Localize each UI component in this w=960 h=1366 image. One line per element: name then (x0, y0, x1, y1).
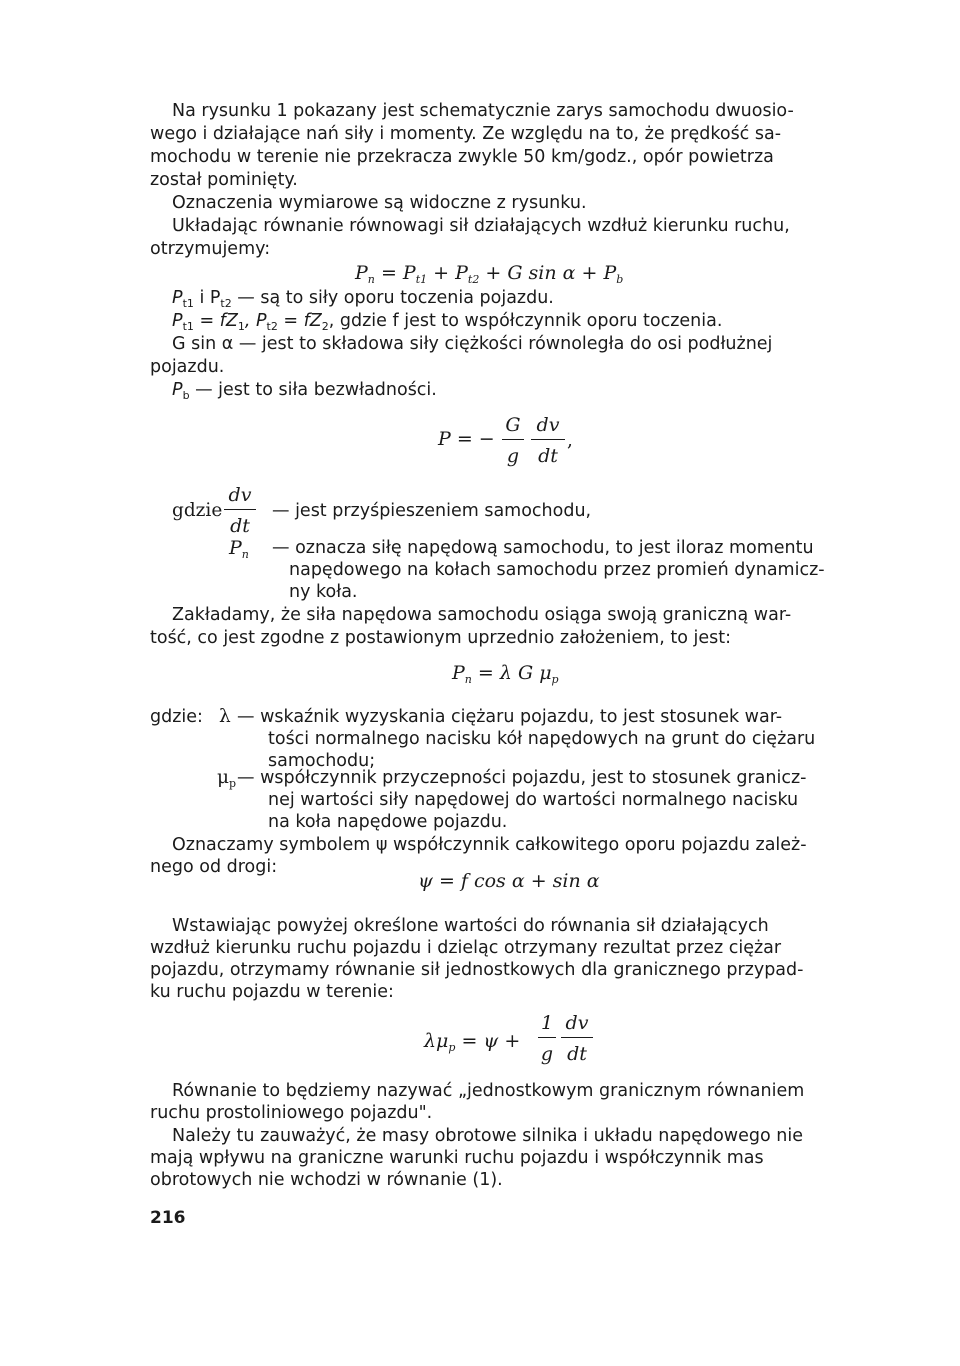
eq5-den1: g (540, 1043, 554, 1065)
para5-line1: Oznaczamy symbolem ψ współczynnik całkowitego oporu pojazdu zależ- (172, 835, 807, 855)
lambda-line2: tości normalnego nacisku kół napędowych na grunt do ciężaru (268, 729, 816, 749)
eq5-lhs: $\lambda\mu_p = \psi$ + (424, 1030, 521, 1054)
mu-symbol: $\mu_p$ (217, 767, 237, 790)
eq2-comma: , (567, 430, 573, 451)
eq5-bar1 (538, 1037, 556, 1038)
para8-line3: obrotowych nie wchodzi w równanie (1). (150, 1170, 503, 1190)
gdzie-num: dv (228, 484, 252, 506)
mu-line2: nej wartości siły napędowej do wartości normalnego nacisku (268, 790, 799, 810)
definition-pt: $P_{t1}$ i $P_{t2}$ — są to siły oporu toczenia pojazdu. (172, 288, 554, 310)
para6-line2: wzdłuż kierunku ruchu pojazdu i dzieląc otrzymany rezultat przez ciężar (150, 938, 782, 958)
para7-line1: Równanie to będziemy nazywać „jednostkowym granicznym równaniem (172, 1081, 805, 1101)
para2: Oznaczenia wymiarowe są widoczne z rysunku. (172, 193, 587, 213)
definition-pb: $P_b$ — jest to siła bezwładności. (172, 380, 437, 402)
para6-line3: pojazdu, otrzymamy równanie sił jednostkowych dla granicznego przypad- (150, 960, 804, 980)
eq5-num1: 1 (540, 1012, 554, 1034)
equation-4: ψ = f cos α + sin α (418, 870, 600, 892)
lambda-symbol: λ (219, 706, 231, 727)
eq2-den2: dt (538, 445, 558, 467)
para1-line4: został pominięty. (150, 170, 298, 190)
eq2-bar2 (531, 439, 565, 440)
pn-line2: napędowego na kołach samochodu przez promień dynamicz- (289, 560, 825, 580)
definition-pt-formula: $P_{t1} = fZ_1$, $P_{t2} = fZ_2$, gdzie f jest to współczynnik oporu toczenia. (172, 311, 723, 333)
mu-line3: na koła napędowe pojazdu. (268, 812, 508, 832)
gdzie-word-1: gdzie (172, 500, 223, 521)
para8-line2: mają wpływu na graniczne warunki ruchu pojazdu i współczynnik mas (150, 1148, 764, 1168)
para1-line1: Na rysunku 1 pokazany jest schematycznie zarys samochodu dwuosio- (172, 101, 794, 121)
para7-line2: ruchu prostoliniowego pojazdu". (150, 1103, 433, 1123)
equation-3: $P_n = \lambda$ G $\mu_p$ (452, 662, 559, 686)
gdzie-bar (224, 509, 256, 510)
pn-symbol: $P_n$ (229, 537, 249, 561)
pn-line1: — oznacza siłę napędową samochodu, to jest iloraz momentu (272, 538, 814, 558)
eq2-num1: G (505, 414, 521, 436)
gdzie-word-2: gdzie: (150, 707, 203, 727)
mu-line1: — współczynnik przyczepności pojazdu, jest to stosunek granicz- (237, 768, 807, 788)
equation-1: $P_n = P_{t1} + P_{t2} + G$ $\sin \alpha + P_b$ (355, 262, 624, 286)
para4-line1: Zakładamy, że siła napędowa samochodu osiąga swoją graniczną war- (172, 605, 792, 625)
eq5-num2: dv (565, 1012, 589, 1034)
lambda-line1: — wskaźnik wyzyskania ciężaru pojazdu, to jest stosunek war- (237, 707, 783, 727)
para1-line2: wego i działające nań siły i momenty. Ze względu na to, że prędkość sa- (150, 124, 782, 144)
definition-gsin-line2: pojazdu. (150, 357, 225, 377)
para3-line1: Układając równanie równowagi sił działających wzdłuż kierunku ruchu, (172, 216, 790, 236)
para1-line3: mochodu w terenie nie przekracza zwykle 50 km/godz., opór powietrza (150, 147, 774, 167)
gdzie-den: dt (230, 515, 250, 537)
page-number: 216 (150, 1208, 186, 1228)
eq5-bar2 (561, 1037, 593, 1038)
para6-line4: ku ruchu pojazdu w terenie: (150, 982, 394, 1002)
gdzie-text: — jest przyśpieszeniem samochodu, (272, 501, 592, 521)
para8-line1: Należy tu zauważyć, że masy obrotowe silnika i układu napędowego nie (172, 1126, 803, 1146)
definition-gsin-line1: G sin α — jest to składowa siły ciężkości równoległa do osi podłużnej (172, 334, 773, 354)
para4-line2: tość, co jest zgodne z postawionym uprzednio założeniem, to jest: (150, 628, 731, 648)
eq2-den1: g (506, 445, 520, 467)
eq2-bar1 (502, 439, 524, 440)
eq5-den2: dt (567, 1043, 587, 1065)
lambda-line3: samochodu; (268, 751, 376, 771)
para3-line2: otrzymujemy: (150, 239, 271, 259)
pn-line3: ny koła. (289, 582, 358, 602)
para5-line2: nego od drogi: (150, 857, 278, 877)
eq2-num2: dv (536, 414, 560, 436)
para6-line1: Wstawiając powyżej określone wartości do równania sił działających (172, 916, 769, 936)
eq2-lhs: P = − (438, 428, 495, 450)
